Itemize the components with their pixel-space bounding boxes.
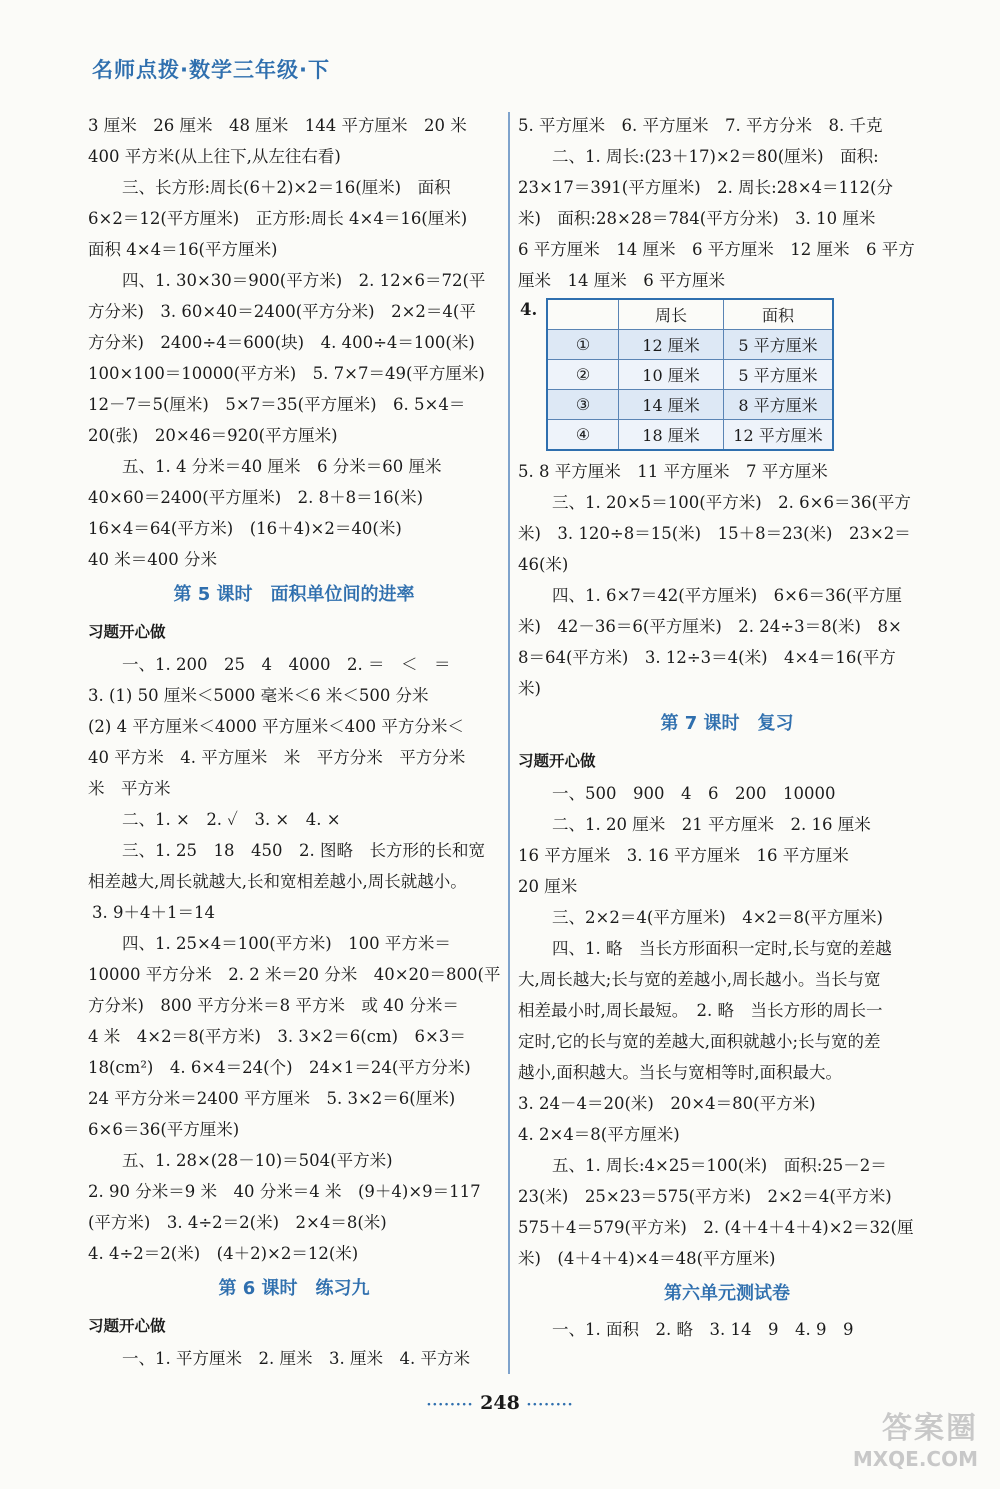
table-header-cell: 周长 — [619, 299, 724, 330]
text-line: 三、长方形:周长(6＋2)×2＝16(厘米) 面积 — [122, 178, 451, 197]
page-footer — [0, 1392, 1000, 1414]
sub-heading: 习题开心做 — [88, 623, 166, 641]
table-cell: 5 平方厘米 — [724, 360, 834, 390]
text-line: 20 厘米 — [518, 877, 578, 896]
text-line: 二、1. × 2. ✓ 3. × 4. × — [122, 810, 341, 829]
answer-table — [546, 298, 834, 451]
section-title: 第六单元测试卷 — [664, 1283, 790, 1304]
site-watermark — [853, 1403, 978, 1471]
text-line: 18(cm²) 4. 6×4＝24(个) 24×1＝24(平方分米) — [88, 1058, 471, 1077]
right-column — [518, 110, 936, 1345]
page-header-title: 名师点拨·数学三年级·下 — [92, 58, 330, 82]
table-header-cell — [547, 299, 619, 330]
text-line: 米) — [518, 679, 541, 698]
text-line: 厘米 14 厘米 6 平方厘米 — [518, 271, 725, 290]
text-line: 6×2＝12(平方厘米) 正方形:周长 4×4＝16(厘米) — [88, 209, 468, 228]
table-row — [547, 420, 833, 451]
text-line: 12－7＝5(厘米) 5×7＝35(平方厘米) 6. 5×4＝ — [88, 395, 466, 414]
text-line: 四、1. 30×30＝900(平方米) 2. 12×6＝72(平 — [122, 271, 486, 290]
text-line: 6 平方厘米 14 厘米 6 平方厘米 12 厘米 6 平方 — [518, 240, 915, 259]
text-line: 相差最小时,周长最短。 2. 略 当长方形的周长一 — [518, 1001, 883, 1020]
text-line: 四、1. 25×4＝100(平方米) 100 平方米＝ — [122, 934, 451, 953]
text-line: 400 平方米(从上往下,从左往右看) — [88, 147, 341, 166]
text-line: 米) 3. 120÷8＝15(米) 15＋8＝23(米) 23×2＝ — [518, 524, 911, 543]
text-line: 五、1. 4 分米＝40 厘米 6 分米＝60 厘米 — [122, 457, 442, 476]
left-column — [88, 110, 500, 1374]
text-line: 16×4＝64(平方米) (16＋4)×2＝40(米) — [88, 519, 402, 538]
text-line: 方分米) 800 平方分米＝8 平方米 或 40 分米＝ — [88, 996, 459, 1015]
text-line: 4 米 4×2＝8(平方米) 3. 3×2＝6(cm) 6×3＝ — [88, 1027, 466, 1046]
text-line: 40 米＝400 分米 — [88, 550, 217, 569]
table-header-row — [547, 299, 833, 330]
text-line: 三、1. 25 18 450 2. 图略 长方形的长和宽 — [122, 841, 485, 860]
sub-heading: 习题开心做 — [518, 752, 596, 770]
text-line: 40×60＝2400(平方厘米) 2. 8＋8＝16(米) — [88, 488, 424, 507]
footer-dots-left: ········ — [426, 1397, 474, 1413]
text-line: 三、2×2＝4(平方厘米) 4×2＝8(平方厘米) — [552, 908, 883, 927]
text-line: 23×17＝391(平方厘米) 2. 周长:28×4＝112(分 — [518, 178, 893, 197]
text-line: 6×6＝36(平方厘米) — [88, 1120, 240, 1139]
text-line: 四、1. 略 当长方形面积一定时,长与宽的差越 — [552, 939, 892, 958]
text-line: 3. 9＋4＋1＝14 — [92, 903, 215, 922]
table-cell: 5 平方厘米 — [724, 330, 834, 360]
text-line: 米) 42－36＝6(平方厘米) 2. 24÷3＝8(米) 8× — [518, 617, 902, 636]
text-line: 一、1. 面积 2. 略 3. 14 9 4. 9 9 — [552, 1320, 854, 1339]
watermark-domain: MXQE.COM — [852, 1447, 978, 1471]
section-title: 第 7 课时 复习 — [660, 713, 794, 734]
text-line: 一、1. 平方厘米 2. 厘米 3. 厘米 4. 平方米 — [122, 1349, 470, 1368]
text-line: 4. 2×4＝8(平方厘米) — [518, 1125, 680, 1144]
table-cell: ④ — [547, 420, 619, 451]
sub-heading: 习题开心做 — [88, 1317, 166, 1335]
text-line: 二、1. 周长:(23＋17)×2＝80(厘米) 面积: — [552, 147, 879, 166]
section-title: 第 6 课时 练习九 — [218, 1278, 370, 1299]
text-line: (平方米) 3. 4÷2＝2(米) 2×4＝8(米) — [88, 1213, 387, 1232]
text-line: 10000 平方分米 2. 2 米＝20 分米 40×20＝800(平 — [88, 965, 501, 984]
text-line: 16 平方厘米 3. 16 平方厘米 16 平方厘米 — [518, 846, 849, 865]
table-cell: 18 厘米 — [619, 420, 724, 451]
table-row — [547, 360, 833, 390]
text-line: 8＝64(平方米) 3. 12÷3＝4(米) 4×4＝16(平方 — [518, 648, 896, 667]
table-row — [547, 390, 833, 420]
text-line: 米) 面积:28×28＝784(平方分米) 3. 10 厘米 — [518, 209, 876, 228]
footer-dots-right: ········ — [526, 1397, 574, 1413]
text-line: 四、1. 6×7＝42(平方厘米) 6×6＝36(平方厘 — [552, 586, 902, 605]
text-line: 20(张) 20×46＝920(平方厘米) — [88, 426, 338, 445]
table-cell: ② — [547, 360, 619, 390]
watermark-logo-text: 答案圈 — [882, 1411, 978, 1446]
table-row — [547, 330, 833, 360]
text-line: 二、1. 20 厘米 21 平方厘米 2. 16 厘米 — [552, 815, 871, 834]
column-divider — [508, 112, 510, 1374]
answer-table-block — [518, 296, 936, 456]
table-question-number: 4. — [520, 300, 538, 319]
table-cell: ③ — [547, 390, 619, 420]
text-line: 575＋4＝579(平方米) 2. (4＋4＋4＋4)×2＝32(厘 — [518, 1218, 914, 1237]
text-line: 三、1. 20×5＝100(平方米) 2. 6×6＝36(平方 — [552, 493, 911, 512]
table-cell: ① — [547, 330, 619, 360]
text-line: 40 平方米 4. 平方厘米 米 平方分米 平方分米 — [88, 748, 466, 767]
text-line: 24 平方分米＝2400 平方厘米 5. 3×2＝6(厘米) — [88, 1089, 456, 1108]
text-line: 方分米) 3. 60×40＝2400(平方分米) 2×2＝4(平 — [88, 302, 476, 321]
text-line: 23(米) 25×23＝575(平方米) 2×2＝4(平方米) — [518, 1187, 892, 1206]
table-cell: 8 平方厘米 — [724, 390, 834, 420]
text-line: 面积 4×4＝16(平方厘米) — [88, 240, 278, 259]
table-cell: 12 平方厘米 — [724, 420, 834, 451]
text-line: 五、1. 28×(28－10)＝504(平方米) — [122, 1151, 393, 1170]
text-line: 5. 8 平方厘米 11 平方厘米 7 平方厘米 — [518, 462, 828, 481]
text-line: 46(米) — [518, 555, 569, 574]
text-line: 3. 24－4＝20(米) 20×4＝80(平方米) — [518, 1094, 816, 1113]
text-line: 越小,面积越大。当长与宽相等时,面积最大。 — [518, 1063, 842, 1082]
text-line: 方分米) 2400÷4＝600(块) 4. 400÷4＝100(米) — [88, 333, 475, 352]
text-line: 100×100＝10000(平方米) 5. 7×7＝49(平方厘米) — [88, 364, 485, 383]
table-cell: 10 厘米 — [619, 360, 724, 390]
text-line: (2) 4 平方厘米＜4000 平方厘米＜400 平方分米＜ — [88, 717, 464, 736]
text-line: 大,周长越大;长与宽的差越小,周长越小。当长与宽 — [518, 970, 881, 989]
text-line: 米 平方米 — [88, 779, 171, 798]
text-line: 定时,它的长与宽的差越大,面积就越小;长与宽的差 — [518, 1032, 881, 1051]
text-line: 米) (4＋4＋4)×4＝48(平方厘米) — [518, 1249, 776, 1268]
section-title: 第 5 课时 面积单位间的进率 — [173, 584, 415, 605]
table-header-cell: 面积 — [724, 299, 834, 330]
table-cell: 12 厘米 — [619, 330, 724, 360]
text-line: 2. 90 分米＝9 米 40 分米＝4 米 (9＋4)×9＝117 — [88, 1182, 481, 1201]
text-line: 五、1. 周长:4×25＝100(米) 面积:25－2＝ — [552, 1156, 887, 1175]
text-line: 一、500 900 4 6 200 10000 — [552, 784, 836, 803]
page-number: 248 — [480, 1392, 520, 1414]
text-line: 3. (1) 50 厘米＜5000 毫米＜6 米＜500 分米 — [88, 686, 429, 705]
text-line: 5. 平方厘米 6. 平方厘米 7. 平方分米 8. 千克 — [518, 116, 883, 135]
text-line: 3 厘米 26 厘米 48 厘米 144 平方厘米 20 米 — [88, 116, 467, 135]
text-line: 相差越大,周长就越大,长和宽相差越小,周长就越小。 — [88, 872, 467, 891]
text-line: 一、1. 200 25 4 4000 2. ＝ ＜ ＝ — [122, 655, 451, 674]
table-cell: 14 厘米 — [619, 390, 724, 420]
text-line: 4. 4÷2＝2(米) (4＋2)×2＝12(米) — [88, 1244, 359, 1263]
